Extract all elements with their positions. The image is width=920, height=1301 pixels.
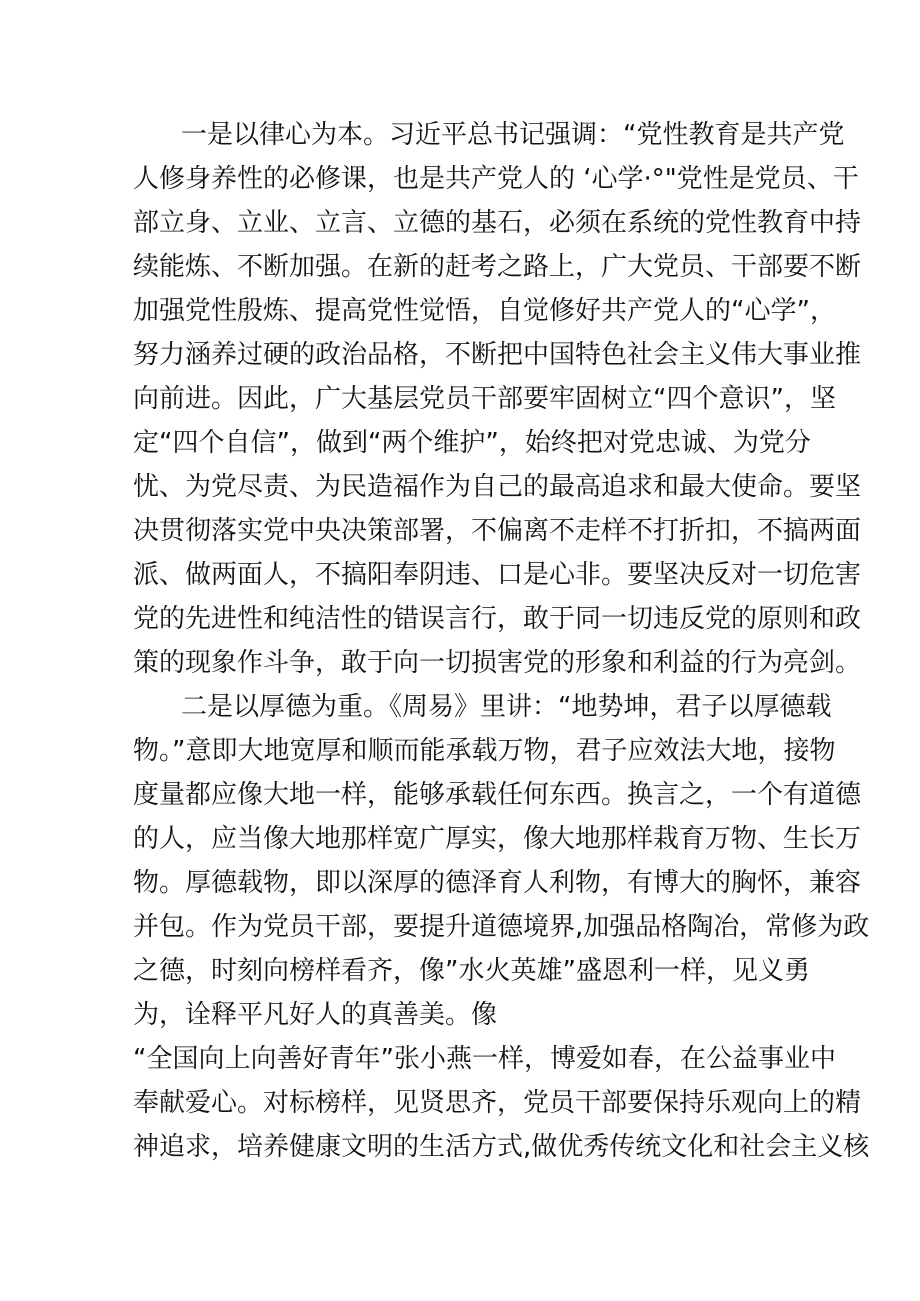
paragraph-1-line-4: 续能炼、不断加强。在新的赶考之路上，广大党员、干部要不断 xyxy=(133,252,862,282)
paragraph-1-line-13: 策的现象作斗争，敢于向一切损害党的形象和利益的行为亮剑。 xyxy=(133,648,862,678)
paragraph-2-line-9: “全国向上向善好青年”张小燕一样，博爱如春，在公益事业中 xyxy=(133,1044,836,1074)
paragraph-1-line-8: 定“四个自信”，做到“两个维护”，始终把对党忠诚、为党分 xyxy=(133,428,811,458)
paragraph-1-line-2: 人修身养性的必修课，也是共产党人的 ‘心学·°"党性是党员、干 xyxy=(133,164,859,194)
paragraph-1-line-12: 党的先进性和纯洁性的错误言行，敢于同一切违反党的原则和政 xyxy=(133,604,862,634)
paragraph-1-line-6: 努力涵养过硬的政治品格，不断把中国特色社会主义伟大事业推 xyxy=(133,340,862,370)
paragraph-2-line-4: 的人，应当像大地那样宽广厚实，像大地那样栽育万物、生长万 xyxy=(133,824,862,854)
paragraph-1-line-5: 加强党性殷炼、提高党性觉悟，自觉修好共产党人的“心学”， xyxy=(133,296,836,326)
paragraph-2-line-7: 之德，时刻向榜样看齐，像”水火英雄”盛恩利一样，见义勇 xyxy=(133,956,810,986)
paragraph-2-line-10: 奉献爱心。对标榜样，见贤思齐，党员干部要保持乐观向上的精 xyxy=(133,1088,862,1118)
paragraph-1-line-7: 向前进。因此，广大基层党员干部要牢固树立“四个意识”，坚 xyxy=(133,384,836,414)
paragraph-2-line-8: 为，诠释平凡好人的真善美。像 xyxy=(133,1000,498,1030)
paragraph-2-line-1: 二是以厚德为重。《周易》里讲：“地势坤，君子以厚德载 xyxy=(181,692,832,722)
paragraph-2-line-5: 物。厚德载物，即以深厚的德泽育人利物，有博大的胸怀，兼容 xyxy=(133,868,862,898)
paragraph-1-line-9: 忧、为党尽责、为民造福作为自己的最高追求和最大使命。要坚 xyxy=(133,472,862,502)
paragraph-1-line-3: 部立身、立业、立言、立德的基石，必须在系统的党性教育中持 xyxy=(133,208,862,238)
paragraph-1-line-11: 派、做两面人，不搞阳奉阴违、口是心非。要坚决反对一切危害 xyxy=(133,560,862,590)
paragraph-2-line-6: 并包。作为党员干部，要提升道德境界,加强品格陶冶，常修为政 xyxy=(133,912,870,942)
paragraph-1-line-1: 一是以律心为本。习近平总书记强调：“党性教育是共产党 xyxy=(181,120,845,150)
paragraph-2-line-3: 度量都应像大地一样，能够承载任何东西。换言之，一个有道德 xyxy=(133,780,862,810)
paragraph-1-line-10: 决贯彻落实党中央决策部署，不偏离不走样不打折扣，不搞两面 xyxy=(133,516,862,546)
paragraph-2-line-11: 神追求，培养健康文明的生活方式,做优秀传统文化和社会主义核 xyxy=(133,1132,870,1162)
paragraph-2-line-2: 物。”意即大地宽厚和顺而能承载万物，君子应效法大地，接物 xyxy=(133,736,836,766)
